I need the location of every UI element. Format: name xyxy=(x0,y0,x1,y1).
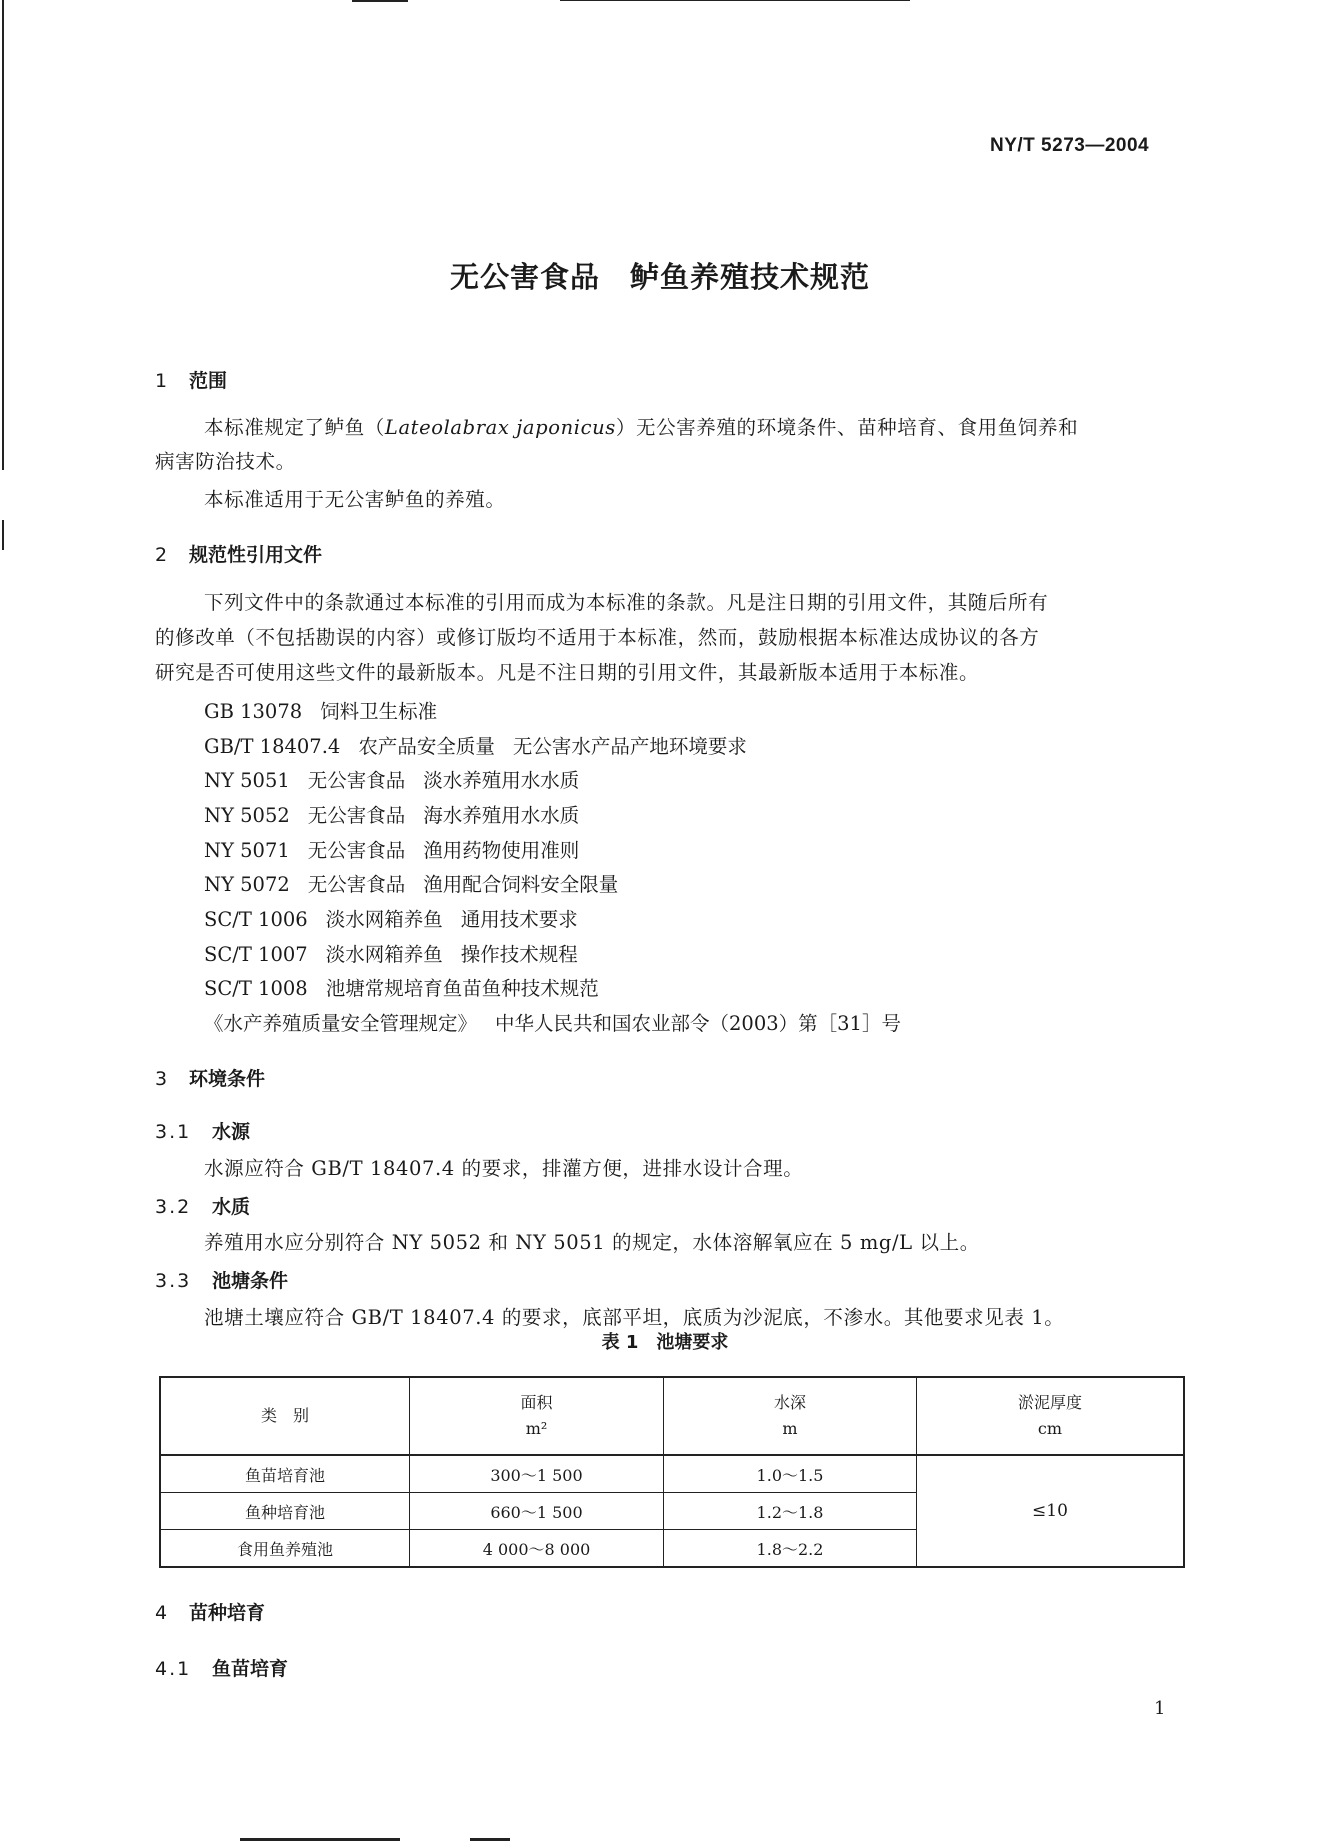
section-2-paragraph-line-2: 的修改单（不包括勘误的内容）或修订版均不适用于本标准，然而，鼓励根据本标准达成协议的各方 xyxy=(155,626,1040,649)
reference-item: 《水产养殖质量安全管理规定》 中华人民共和国农业部令（2003）第［31］号 xyxy=(204,1012,901,1035)
section-1-paragraph-line-2: 病害防治技术。 xyxy=(155,450,296,473)
scan-bottom-rule xyxy=(240,1838,400,1841)
section-3-1-heading: 3.1 水源 xyxy=(155,1121,251,1143)
section-4-heading: 4 苗种培育 xyxy=(155,1602,266,1624)
section-2-paragraph-line-1: 下列文件中的条款通过本标准的引用而成为本标准的条款。凡是注日期的引用文件，其随后所有 xyxy=(204,591,1049,614)
header-silt: 淤泥厚度 cm xyxy=(917,1377,1185,1455)
header-category: 类 别 xyxy=(160,1377,410,1455)
section-1-paragraph-2: 本标准适用于无公害鲈鱼的养殖。 xyxy=(204,488,506,511)
table-row: 鱼苗培育池 300～1 500 1.0～1.5 ≤10 xyxy=(160,1455,1184,1493)
reference-item: SC/T 1007 淡水网箱养鱼 操作技术规程 xyxy=(204,943,578,966)
table-row: 食用鱼养殖池 4 000～8 000 1.8～2.2 xyxy=(160,1530,1184,1568)
reference-item: NY 5071 无公害食品 渔用药物使用准则 xyxy=(204,839,580,862)
reference-item: NY 5051 无公害食品 淡水养殖用水水质 xyxy=(204,769,580,792)
section-3-1-text: 水源应符合 GB/T 18407.4 的要求，排灌方便，进排水设计合理。 xyxy=(204,1157,804,1180)
table-row: 鱼种培育池 660～1 500 1.2～1.8 xyxy=(160,1493,1184,1530)
silt-value: ≤10 xyxy=(917,1455,1185,1567)
section-3-3-heading: 3.3 池塘条件 xyxy=(155,1270,289,1292)
reference-item: SC/T 1006 淡水网箱养鱼 通用技术要求 xyxy=(204,908,578,931)
standard-number: NY/T 5273—2004 xyxy=(990,135,1150,156)
section-2-paragraph-line-3: 研究是否可使用这些文件的最新版本。凡是不注日期的引用文件，其最新版本适用于本标准。 xyxy=(155,661,980,684)
reference-item: GB 13078 饲料卫生标准 xyxy=(204,700,438,723)
document-title xyxy=(0,255,1320,296)
section-3-2-heading: 3.2 水质 xyxy=(155,1196,251,1218)
page-number: 1 xyxy=(1154,1698,1166,1719)
section-1-paragraph-line-1: 本标准规定了鲈鱼（Lateolabrax japonicus）无公害养殖的环境条件、苗种培育、食用鱼饲养和 xyxy=(204,416,1079,439)
scan-edge-line xyxy=(2,520,4,550)
section-3-heading: 3 环境条件 xyxy=(155,1068,266,1090)
reference-item: NY 5072 无公害食品 渔用配合饲料安全限量 xyxy=(204,873,619,896)
table-1 xyxy=(159,1376,1185,1568)
scan-bottom-rule xyxy=(470,1838,510,1841)
title-part-1: 无公害食品 xyxy=(449,260,600,294)
scan-edge-line xyxy=(2,0,4,470)
section-3-2-text: 养殖用水应分别符合 NY 5052 和 NY 5051 的规定，水体溶解氧应在 5 mg/L 以上。 xyxy=(204,1231,980,1254)
table-1-caption: 表 1 池塘要求 xyxy=(601,1332,729,1353)
section-4-1-heading: 4.1 鱼苗培育 xyxy=(155,1658,289,1680)
section-2-heading: 2 规范性引用文件 xyxy=(155,544,323,566)
header-depth: 水深 m xyxy=(664,1377,917,1455)
scan-top-rule xyxy=(352,0,408,2)
table-header-row xyxy=(160,1377,1184,1455)
scan-top-rule xyxy=(560,0,910,1)
section-1-heading: 1 范围 xyxy=(155,370,228,392)
reference-item: NY 5052 无公害食品 海水养殖用水水质 xyxy=(204,804,580,827)
reference-item: GB/T 18407.4 农产品安全质量 无公害水产品产地环境要求 xyxy=(204,735,747,758)
reference-item: SC/T 1008 池塘常规培育鱼苗鱼种技术规范 xyxy=(204,977,599,1000)
latin-name: Lateolabrax japonicus xyxy=(384,416,616,439)
title-part-2: 鲈鱼养殖技术规范 xyxy=(630,260,871,294)
section-3-3-text: 池塘土壤应符合 GB/T 18407.4 的要求，底部平坦，底质为沙泥底，不渗水。其他要求见表 1。 xyxy=(204,1306,1065,1329)
header-area: 面积 m² xyxy=(410,1377,664,1455)
